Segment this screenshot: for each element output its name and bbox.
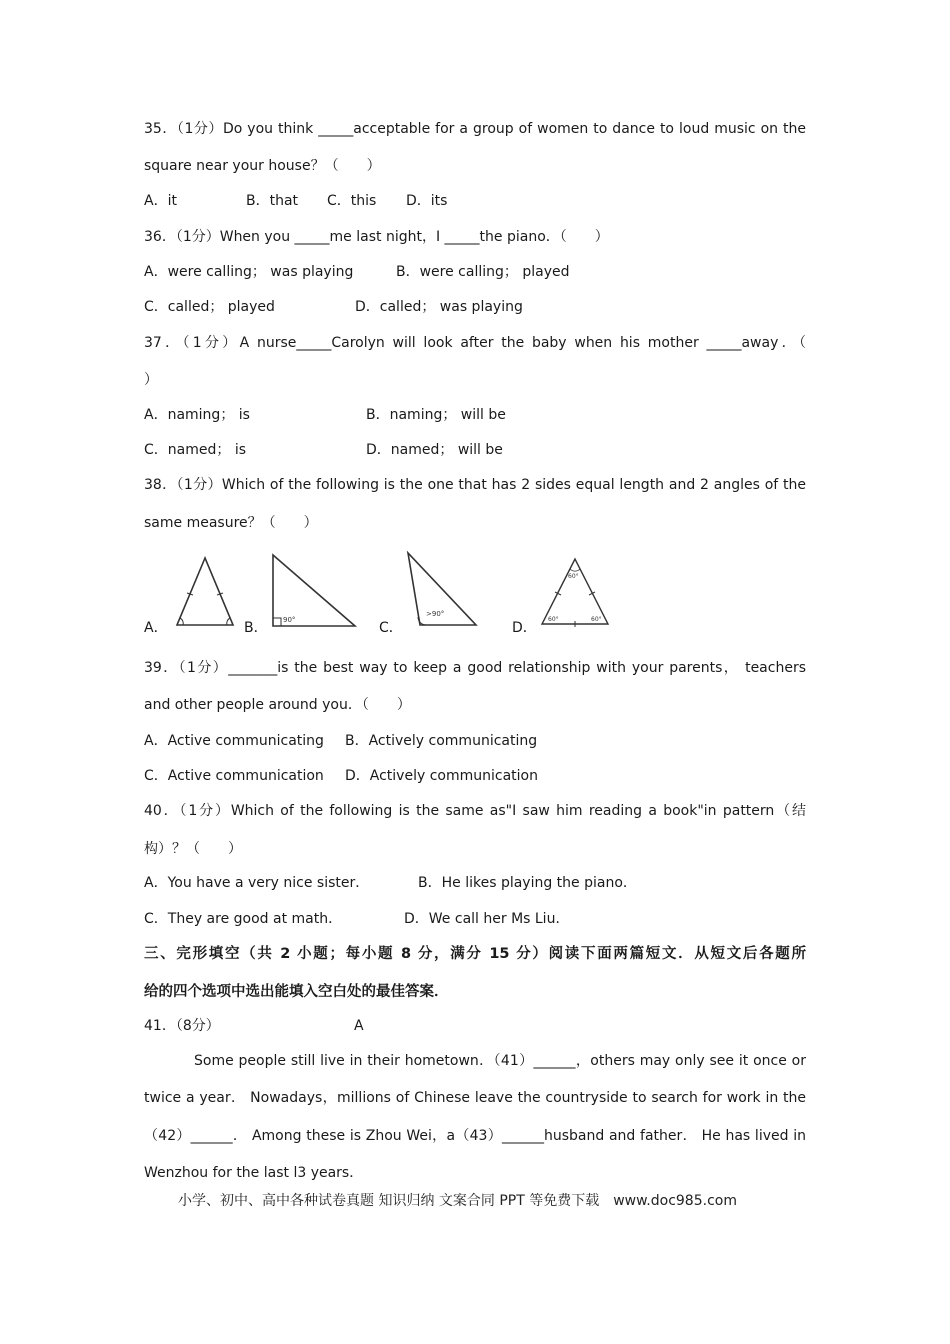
q40-option-c: C．They are good at math． — [144, 911, 343, 927]
q40-stem-line1: 40．（1分）Which of the following is the same as"I saw him reading a book"in pattern（结 — [144, 803, 806, 819]
q37-stem-line2: ） — [144, 372, 158, 388]
q35-option-b: B．that — [246, 193, 299, 209]
section-heading-line1: 三、完形填空（共 2 小题；每小题 8 分，满分 15 分）阅读下面两篇短文．从短文后各题所 — [144, 946, 806, 962]
passage-line3: （42）______． Among these is Zhou Wei，a（43）______husband and father． He has lived in — [144, 1128, 806, 1144]
q35-option-a: A．it — [144, 193, 177, 209]
q35-stem-line1: 35．（1分）Do you think _____acceptable for a group of women to dance to loud music on the — [144, 121, 806, 137]
passage-line4: Wenzhou for the last l3 years． — [144, 1165, 364, 1181]
q35-stem-line2: square near your house？（ ） — [144, 158, 381, 174]
q40-option-a: A．You have a very nice sister． — [144, 875, 370, 891]
d-angle-left: 60° — [548, 616, 559, 623]
b-angle-label: 90° — [283, 616, 296, 624]
q37-option-d: D．named； will be — [366, 442, 503, 458]
q38-option-c-label: C． — [379, 620, 403, 636]
q40-option-d: D．We call her Ms Liu． — [404, 911, 570, 927]
q40-stem-line2: 构）？（ ） — [144, 841, 242, 857]
q35-option-c: C．this — [327, 193, 377, 209]
passage-line1: Some people still live in their hometown．（41）______，others may only see it once or — [194, 1053, 806, 1069]
q39-stem-line2: and other people around you．（ ） — [144, 697, 411, 713]
q35-option-d: D．its — [406, 193, 448, 209]
right-triangle-figure — [265, 552, 360, 630]
q39-option-d: D．Actively communication — [345, 768, 538, 784]
passage-label: A — [354, 1018, 364, 1034]
equilateral-triangle-figure — [537, 556, 613, 628]
q39-option-a: A．Active communicating — [144, 733, 324, 749]
q37-option-c: C．named； is — [144, 442, 246, 458]
q36-option-a: A．were calling； was playing — [144, 264, 354, 280]
q38-option-d-label: D． — [512, 620, 537, 636]
q38-option-a-label: A． — [144, 620, 168, 636]
d-angle-right: 60° — [591, 616, 602, 623]
q41-head: 41．（8分） — [144, 1018, 220, 1034]
q36-option-c: C．called； played — [144, 299, 275, 315]
q39-option-b: B．Actively communicating — [345, 733, 538, 749]
obtuse-triangle-figure — [402, 550, 482, 630]
q39-option-c: C．Active communication — [144, 768, 324, 784]
q37-option-b: B．naming； will be — [366, 407, 506, 423]
q38-stem-line1: 38．（1分）Which of the following is the one that has 2 sides equal length and 2 angles of the — [144, 477, 806, 493]
q37-option-a: A．naming； is — [144, 407, 250, 423]
page-footer: 小学、初中、高中各种试卷真题 知识归纳 文案合同 PPT 等免费下载 www.doc985.com — [178, 1193, 737, 1209]
q40-option-b: B．He likes playing the piano． — [418, 875, 637, 891]
q38-option-b-label: B． — [244, 620, 268, 636]
q36-option-d: D．called； was playing — [355, 299, 523, 315]
q37-stem-line1: 37．（1分）A nurse_____Carolyn will look after the baby when his mother _____away．（ — [144, 335, 806, 351]
q39-stem-line1: 39．（1分）_______is the best way to keep a good relationship with your parents， teachers — [144, 660, 806, 676]
section-heading-line2: 给的四个选项中选出能填入空白处的最佳答案． — [144, 984, 449, 1000]
c-angle-label: >90° — [426, 610, 445, 618]
isosceles-triangle-figure — [170, 555, 240, 630]
q38-stem-line2: same measure？（ ） — [144, 515, 318, 531]
passage-line2: twice a year． Nowadays，millions of Chinese leave the countryside to search for work in the — [144, 1090, 806, 1106]
d-angle-top: 60° — [568, 573, 579, 580]
q36-option-b: B．were calling； played — [396, 264, 570, 280]
q36-stem: 36．（1分）When you _____me last night，I _____the piano．（ ） — [144, 229, 609, 245]
